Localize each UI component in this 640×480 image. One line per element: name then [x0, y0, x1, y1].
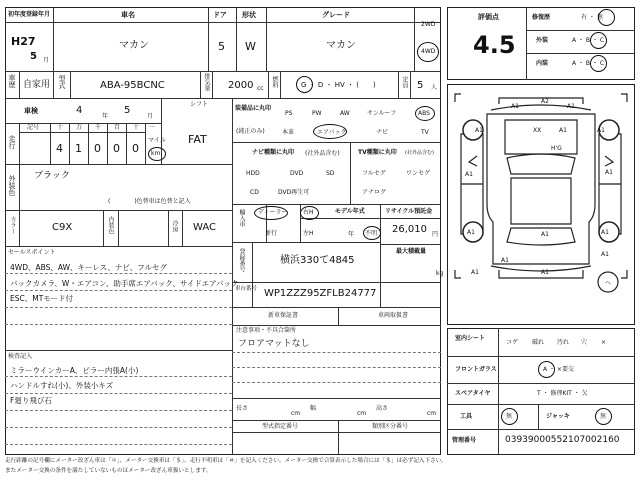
interior-sheet-option-2: 破れ — [532, 339, 545, 346]
mark-a1-right-1: A1 — [605, 169, 613, 176]
inspection-month-unit: 月 — [147, 113, 154, 120]
fuel-options: G ・ D ・ HV ・ ( ) — [301, 81, 376, 89]
interior-sheet-option-5: × — [601, 339, 607, 346]
navi-sublabel: (社外品含む) — [305, 150, 340, 157]
recycle-value: 26,010 — [392, 224, 427, 235]
repair-options: 有 ・ 無 — [581, 14, 603, 21]
max-load-unit: kg — [436, 270, 444, 277]
model-year-label: モデル年式 — [335, 208, 365, 215]
height-label: 高さ — [376, 405, 389, 412]
inspector-note-line-1: ミラーウインカーA、ピラー内張A(小) — [10, 366, 139, 375]
first-reg-month: 5 — [30, 51, 37, 62]
sales-point-line-3: ESC、MTモード付 — [10, 294, 73, 303]
tv-label: TV種類に丸印 — [358, 149, 397, 156]
spare-tire-options: T ・ 修理KIT ・ 欠 — [537, 390, 588, 397]
footer-note-2: またメーター交換の条件を満たしていないものはメーター改ざん車扱いとします。 — [5, 468, 212, 474]
equip-aw: AW — [340, 110, 350, 117]
mark-a2: A2 — [541, 98, 549, 105]
equip-airbag: エアバック — [317, 129, 347, 136]
mark-a1-extra-3: A1 — [511, 103, 519, 110]
inspector-notes-label: 検査記入 — [8, 353, 33, 360]
length-unit: cm — [291, 410, 301, 417]
mark-a1-front-left: A1 — [475, 127, 483, 134]
footer-note-1: 走行距離の記号欄にメーター改ざん車は「＊」、メーター交換車は「＄」、走行不明車は「＃」を記入ください。メーター交換で合算表示した場合には「＄」は必ず記入下さい。 — [5, 458, 447, 464]
mileage-header-2: 万 — [76, 124, 83, 131]
import-label: 輸入車 — [238, 209, 245, 227]
equip-tv: TV — [421, 129, 429, 136]
model-year-unknown: 不明 — [365, 230, 378, 237]
equipment-label: 装備品に丸印 — [235, 105, 272, 112]
equip-sunroof: サンルーフ — [367, 110, 397, 117]
exterior-label: 外装色 — [8, 175, 16, 196]
mark-a1-extra-2: A1 — [601, 251, 609, 258]
capacity-unit: 人 — [431, 84, 438, 91]
shape-label: 形状 — [242, 11, 256, 19]
mileage-header-3: 千 — [95, 124, 102, 131]
inspection-year-unit: 年 — [102, 113, 109, 120]
displacement-value: 2000 — [228, 80, 254, 91]
displacement-label: 排気量 — [203, 73, 210, 91]
interior-color-label: 内装色 — [107, 216, 114, 234]
sales-point-line-2: バックカメラ、W・エアコン、助手席エアバック、サイドエアバック — [10, 279, 239, 288]
interior-sheet-label: 室内シート — [455, 335, 486, 342]
ac-label: 冷房 — [171, 220, 178, 232]
capacity-value: 5 — [417, 80, 424, 91]
notes-label: 注意事項・不具合箇所 — [236, 327, 297, 334]
sales-point-line-1: 4WD、ABS、AW、キーレス、ナビ、フルセグ — [10, 263, 167, 272]
sales-points-label: セールスポイント — [8, 249, 56, 256]
first-reg-year: H27 — [11, 35, 36, 48]
navi-cd: CD — [250, 189, 259, 196]
inspector-note-line-3: F廻り飛び石 — [10, 396, 52, 405]
shift-value: FAT — [188, 133, 207, 146]
jack-value: 無 — [600, 413, 607, 420]
management-value: 0393900055210700216​0 — [505, 435, 620, 445]
mileage-header-4: 百 — [114, 124, 121, 131]
management-label: 管理番号 — [452, 437, 477, 444]
import-dealer: ディーラー — [258, 209, 288, 216]
width-label: 幅 — [310, 405, 317, 412]
width-unit: cm — [357, 410, 367, 417]
vehicle-manual: 車両取扱書 — [378, 312, 409, 319]
interior-grade-label: 内装 — [536, 60, 549, 67]
registration-value: 横浜330て4845 — [280, 255, 355, 266]
mileage-digit-2: 0 — [94, 142, 101, 155]
name-label: 車名 — [121, 11, 135, 19]
two-wd-label: 2WD — [421, 21, 436, 28]
mark-xx: XX — [533, 127, 542, 134]
interior-sheet-option-3: 汚れ — [557, 339, 570, 346]
equip-navi: ナビ — [376, 129, 389, 136]
mark-a1-extra-4: A1 — [567, 103, 575, 110]
mark-a1-mid: A1 — [541, 231, 549, 238]
first-reg-label: 初年度登録年月 — [8, 11, 51, 18]
mileage-digit-0: 4 — [56, 142, 63, 155]
inspection-year: 4 — [76, 105, 83, 116]
spare-mark-he: ヘ — [605, 280, 612, 287]
height-unit: cm — [427, 410, 437, 417]
inspector-note-line-2: ハンドルすれ(小)、外装小キズ — [10, 381, 114, 390]
name-value: マカン — [119, 40, 149, 51]
mark-a1-rear-right: A1 — [601, 229, 609, 236]
score-label: 評価点 — [478, 13, 499, 21]
vin-value: WP1ZZZ95ZFLB24777 — [264, 288, 377, 299]
mark-a1-left-1: A1 — [465, 171, 473, 178]
mileage-header-5: 十 — [133, 124, 140, 131]
max-load-label: 最大積載量 — [396, 248, 427, 255]
model-label: 型式 — [58, 75, 66, 89]
model-value: ABA-95BCNC — [100, 80, 165, 91]
mileage-digit-1: 1 — [75, 142, 82, 155]
type-designation-label: 型式指定番号 — [262, 423, 299, 430]
spare-tire-label: スペアタイヤ — [455, 390, 491, 397]
mileage-header-1: 十 — [57, 124, 64, 131]
interior-sheet-option-4: 穴 — [581, 339, 588, 346]
displacement-unit: cc — [257, 85, 264, 92]
tv-oneseg: ワンセグ — [406, 170, 431, 177]
grade-label: グレード — [322, 11, 350, 19]
tools-value: 無 — [506, 413, 513, 420]
door-value: 5 — [218, 40, 225, 53]
exterior-note: ( )色替車は色替と記入 — [108, 198, 191, 205]
class-number-label: 類別区分番号 — [372, 423, 409, 430]
new-car-warranty: 新車保証書 — [268, 312, 299, 319]
mark-a1-side: A1 — [501, 257, 509, 264]
interior-grades: A ・ B ・ C — [572, 60, 605, 67]
equip-pw: PW — [312, 110, 322, 117]
import-left-hand: 左H — [303, 230, 314, 237]
tools-label: 工具 — [460, 413, 473, 420]
equip-ps: PS — [285, 110, 293, 117]
import-parallel: 並行 — [265, 230, 278, 237]
equipment-sublabel: (純正のみ) — [236, 128, 265, 135]
windshield-options: A ・ ×要交 — [543, 366, 574, 373]
capacity-label: 定員 — [401, 76, 408, 88]
mark-a1-extra-1: A1 — [471, 269, 479, 276]
inspection-label: 車検 — [24, 107, 38, 115]
jack-label: ジャッキ — [546, 413, 570, 420]
four-wd-label: 4WD — [421, 48, 436, 55]
notes-value: フロアマットなし — [238, 339, 310, 349]
exterior-value: ブラック — [34, 171, 70, 181]
fuel-label: 燃料 — [271, 76, 278, 88]
registration-label: 登録番号 — [238, 248, 245, 272]
repair-label: 修復歴 — [532, 14, 551, 21]
mileage-digit-4: 0 — [132, 142, 139, 155]
mileage-unit-label: マイル — [148, 137, 166, 144]
car-damage-diagram — [447, 84, 635, 325]
mileage-label: 走行 — [8, 135, 16, 149]
import-right-hand: 右H — [303, 209, 314, 216]
grade-value: マカン — [326, 40, 356, 51]
shape-value: W — [245, 40, 256, 53]
mark-hg: H'G — [551, 145, 562, 152]
mark-a1-rear-left: A1 — [467, 229, 475, 236]
first-reg-month-unit: 月 — [43, 57, 50, 64]
door-label: ドア — [213, 11, 227, 19]
mark-a1-hood: A1 — [559, 127, 567, 134]
recycle-unit: 円 — [432, 231, 439, 238]
equip-leather: 本革 — [282, 129, 295, 136]
vin-label: 車台番号 — [235, 286, 258, 292]
mileage-km: km — [151, 150, 161, 157]
mileage-digit-3: 0 — [113, 142, 120, 155]
tv-sublabel: (社外品含む) — [405, 150, 434, 156]
length-label: 長さ — [236, 405, 249, 412]
exterior-grade-label: 外装 — [536, 37, 549, 44]
model-year-unit: 年 — [348, 231, 355, 238]
mark-a1-bottom: A1 — [541, 269, 549, 276]
color-code-value: C9X — [52, 222, 73, 233]
tv-fullseg: フルセグ — [362, 170, 386, 177]
ac-value: WAC — [193, 222, 216, 233]
navi-hdd: HDD — [246, 170, 260, 177]
exterior-grades: A ・ B ・ C — [572, 37, 605, 44]
shift-label: シフト — [190, 101, 209, 108]
mileage-header-6: 一 — [149, 124, 156, 131]
inspection-month: 5 — [124, 105, 131, 116]
windshield-label: フロントガラス — [455, 366, 497, 373]
navi-dvd-play: DVD再生可 — [278, 189, 310, 196]
navi-sd: SD — [326, 170, 335, 177]
color-code-label: カラー — [9, 216, 16, 234]
mark-a1-front-right: A1 — [597, 127, 605, 134]
equip-abs: ABS — [418, 110, 430, 117]
mileage-header-0: 記号 — [27, 124, 40, 131]
interior-sheet-option-1: コゲ — [506, 339, 519, 346]
use-value: 自家用 — [23, 80, 51, 90]
tv-analog: アナログ — [362, 189, 387, 196]
use-label: 車歴 — [8, 74, 16, 88]
score-value: 4.5 — [473, 31, 516, 59]
navi-label: ナビ種類に丸印 — [252, 149, 295, 156]
navi-dvd: DVD — [290, 170, 304, 177]
recycle-label: リサイクル預託金 — [385, 208, 433, 215]
